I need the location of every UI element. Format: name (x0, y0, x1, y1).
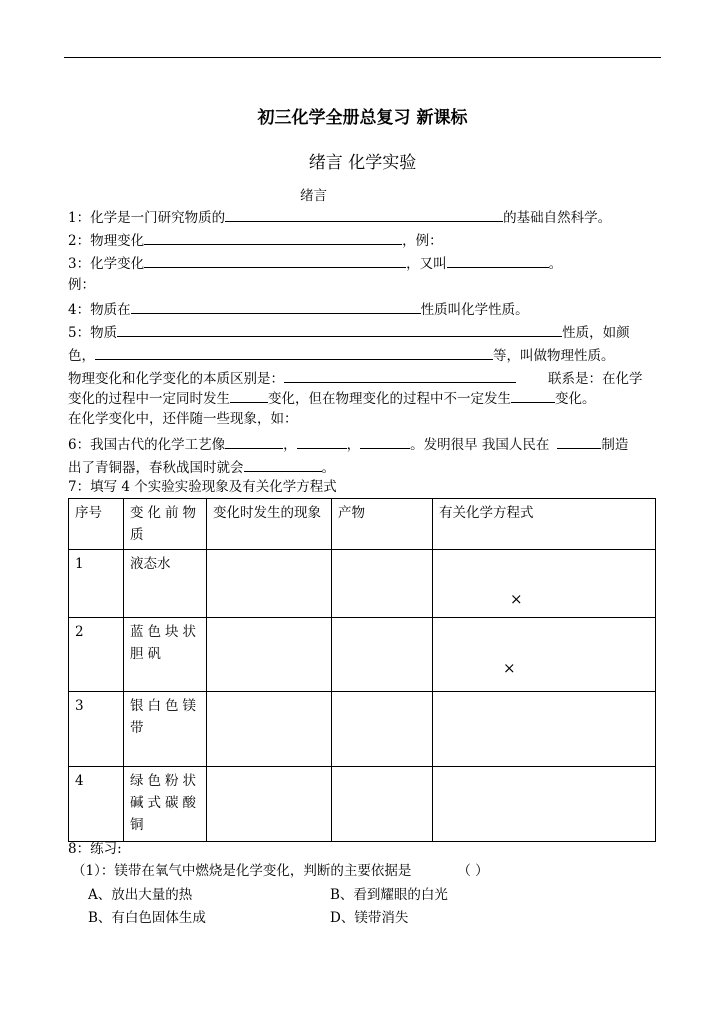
table-row (69, 550, 656, 618)
blank[interactable] (117, 322, 562, 337)
blank[interactable] (95, 345, 493, 360)
phenomenon-cell[interactable] (207, 692, 332, 767)
question-5-cont: 色， 等，叫做物理性质。 (68, 345, 615, 365)
equation-cell[interactable] (433, 550, 656, 618)
page-title: 初三化学全册总复习 新课标 (257, 108, 468, 128)
header-cell: 产物 (332, 499, 433, 550)
blank[interactable] (244, 457, 322, 472)
header-cell: 变化时发生的现象 (207, 499, 332, 550)
section-heading: 绪言 (300, 188, 327, 204)
cross-mark: × (503, 659, 516, 677)
question-7: 7：填写 4 个实验实验现象及有关化学方程式 (68, 479, 337, 495)
header-cell: 变化前物质 (124, 499, 207, 550)
product-cell[interactable] (332, 692, 433, 767)
phenomenon-cell[interactable] (207, 618, 332, 692)
blank[interactable] (297, 434, 347, 449)
phenomenon-cell[interactable] (207, 550, 332, 618)
blank[interactable] (144, 253, 406, 268)
table-header-row (69, 499, 656, 550)
relation-line: 变化的过程中一定同时发生 变化，但在物理变化的过程中不一定发生 变化。 (68, 388, 596, 408)
blank[interactable] (225, 434, 283, 449)
blank[interactable] (230, 388, 268, 403)
question-6: 6：我国古代的化学工艺像 ， ， 。发明很早 我国人民在 制造 (68, 434, 628, 454)
header-rule (64, 57, 661, 58)
phenomenon-cell[interactable] (207, 767, 332, 842)
cross-mark: × (510, 590, 523, 608)
blank[interactable] (284, 368, 516, 383)
exercise-title: 8：练习: (68, 841, 122, 857)
equation-cell[interactable] (433, 692, 656, 767)
product-cell[interactable] (332, 767, 433, 842)
page-subtitle: 绪言 化学实验 (308, 153, 417, 173)
example-label: 例： (68, 277, 95, 293)
blank[interactable] (144, 230, 402, 245)
equation-cell[interactable] (433, 618, 656, 692)
question-6-cont: 出了青铜器，春秋战国时就会 。 (68, 457, 335, 477)
blank[interactable] (511, 388, 555, 403)
equation-cell[interactable] (433, 767, 656, 842)
row-substance: 绿色粉状碱式碳酸铜 (124, 767, 207, 842)
question-1: 1：化学是一门研究物质的 的基础自然科学。 (68, 207, 611, 227)
question-2: 2：物理变化 ，例： (68, 230, 443, 250)
row-number: 4 (69, 767, 124, 842)
header-cell: 序号 (69, 499, 124, 550)
blank[interactable] (447, 253, 549, 268)
option-d[interactable]: D、镁带消失 (330, 910, 409, 926)
product-cell[interactable] (332, 550, 433, 618)
phenomena-line: 在化学变化中，还伴随一些现象，如： (68, 411, 298, 427)
table-row (69, 767, 656, 842)
option-c[interactable]: B、有白色固体生成 (88, 910, 206, 926)
question-4: 4：物质在 性质叫化学性质。 (68, 299, 529, 319)
question-5: 5：物质 性质，如颜 (68, 322, 630, 342)
header-cell: 有关化学方程式 (433, 499, 656, 550)
product-cell[interactable] (332, 618, 433, 692)
row-substance: 银白色镁带 (124, 692, 207, 767)
row-substance: 液态水 (124, 550, 207, 618)
essence-line: 物理变化和化学变化的本质区别是： 联系是：在化学 (68, 368, 643, 388)
row-number: 2 (69, 618, 124, 692)
table-row (69, 692, 656, 767)
option-a[interactable]: A、放出大量的热 (88, 887, 193, 903)
experiment-table (68, 498, 656, 842)
row-number: 1 (69, 550, 124, 618)
blank[interactable] (360, 434, 410, 449)
option-b[interactable]: B、看到耀眼的白光 (330, 887, 448, 903)
exercise-question-1: （1）：镁带在氧气中燃烧是化学变化，判断的主要依据是 （ ） (72, 863, 489, 879)
blank[interactable] (557, 434, 601, 449)
blank[interactable] (225, 207, 503, 222)
table-row (69, 618, 656, 692)
blank[interactable] (131, 299, 421, 314)
row-number: 3 (69, 692, 124, 767)
question-3: 3：化学变化 ，又叫 。 (68, 253, 562, 273)
row-substance: 蓝色块状胆矾 (124, 618, 207, 692)
